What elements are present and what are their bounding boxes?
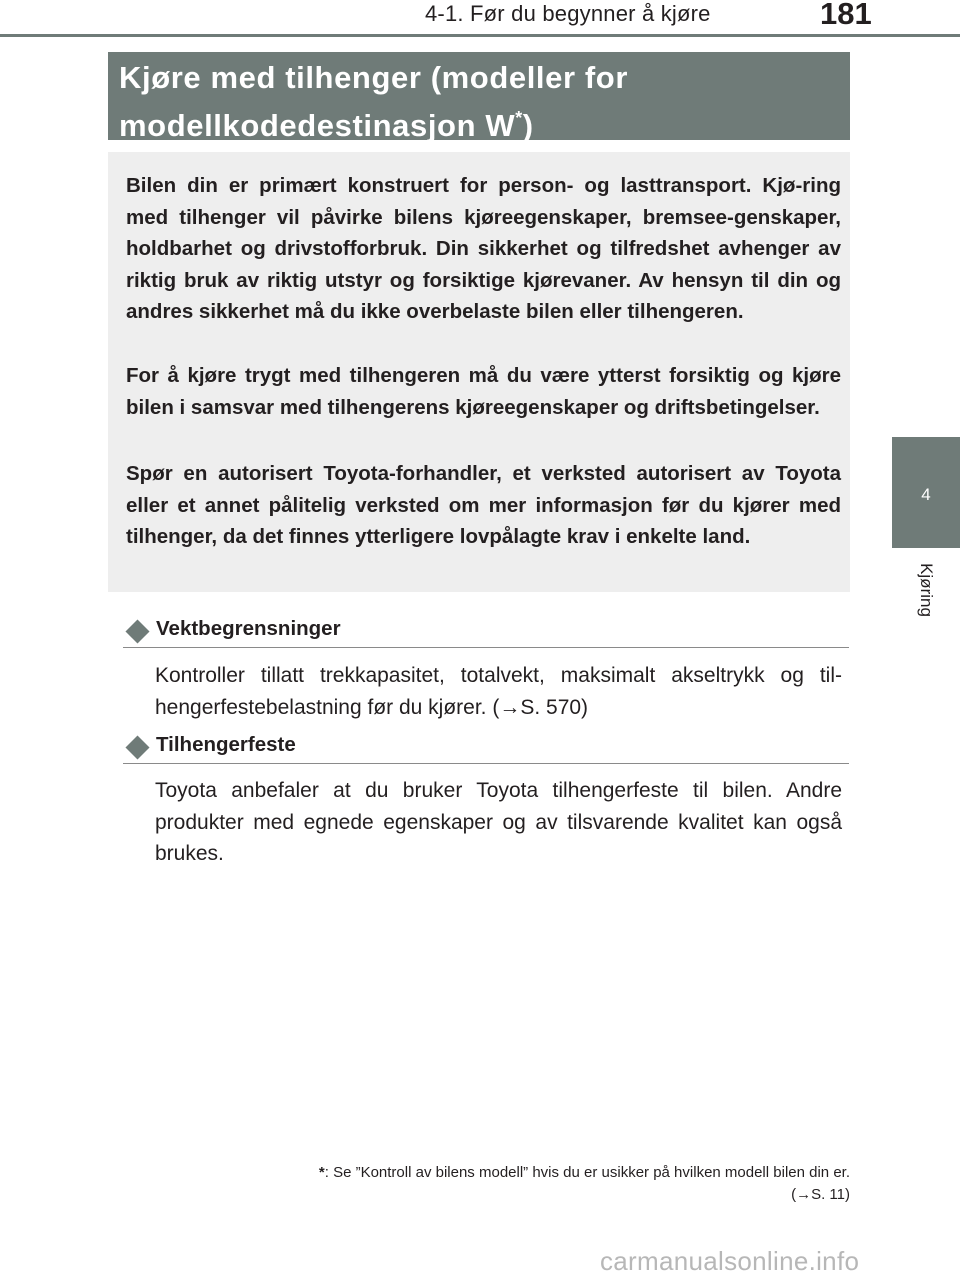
section-heading-weight-limits [123, 617, 849, 653]
chapter-label: Kjøring [917, 563, 936, 617]
intro-box [108, 152, 850, 592]
intro-paragraph-1: Bilen din er primært konstruert for person- og lasttransport. Kjø-ring med tilhenger vil påvirke bilens kjøreegenskaper, bremsee-genskaper, holdbarhet og drivstofforbruk. Din sikkerhet og tilfredshet avhenger av riktig bruk av riktig utstyr og forsiktige kjørevaner. Av hensyn til din og andres sikkerhet må du ikke overbelaste bilen eller tilhengeren. [126, 174, 841, 323]
footnote-reference: (→S. 11) [791, 1186, 850, 1203]
chapter-tab [892, 437, 960, 548]
title-close: ) [522, 108, 534, 143]
footnote-text: : Se ”Kontroll av bilens modell” hvis du er usikker på hvilken modell bilen din er. [324, 1164, 850, 1181]
section-heading-label: Tilhengerfeste [156, 733, 296, 756]
header-divider [0, 34, 960, 37]
page-number: 181 [820, 0, 872, 31]
section-heading-hitch [123, 733, 849, 769]
chapter-label-container [892, 560, 960, 630]
section-body-hitch: Toyota anbefaler at du bruker Toyota tilhengerfeste til bilen. Andre produkter med egnede egenskaper og av tilsvarende kvalitet kan også brukes. [155, 779, 842, 865]
title-asterisk: * [515, 108, 523, 128]
section-divider [123, 763, 849, 764]
page-title [119, 58, 839, 146]
footnote-star: * [318, 1164, 325, 1181]
diamond-bullet-icon [125, 619, 149, 643]
watermark: carmanualsonline.info [600, 1246, 860, 1276]
section-heading-label: Vektbegrensninger [156, 617, 341, 640]
section-body-weight-limits: Kontroller tillatt trekkapasitet, totalvekt, maksimalt akseltrykk og til-hengerfestebelastning før du kjører. (→S. 570) [155, 664, 842, 719]
diamond-bullet-icon [125, 735, 149, 759]
chapter-number: 4 [921, 485, 931, 504]
title-line2: modellkodedestinasjon W [119, 108, 516, 143]
title-line1: Kjøre med tilhenger (modeller for [119, 60, 628, 95]
footnote [190, 1162, 850, 1206]
section-divider [123, 647, 849, 648]
section-title: 4-1. Før du begynner å kjøre [425, 1, 711, 26]
intro-paragraph-3: Spør en autorisert Toyota-forhandler, et verksted autorisert av Toyota eller et annet pålitelig verksted om mer informasjon før du kjører med tilhenger, da det finnes ytterligere lovpålagte krav i enkelte land. [126, 462, 841, 548]
intro-paragraph-2: For å kjøre trygt med tilhengeren må du være ytterst forsiktig og kjøre bilen i samsvar med tilhengerens kjøreegenskaper og driftsbetingelser. [126, 364, 841, 419]
title-box [108, 52, 850, 143]
